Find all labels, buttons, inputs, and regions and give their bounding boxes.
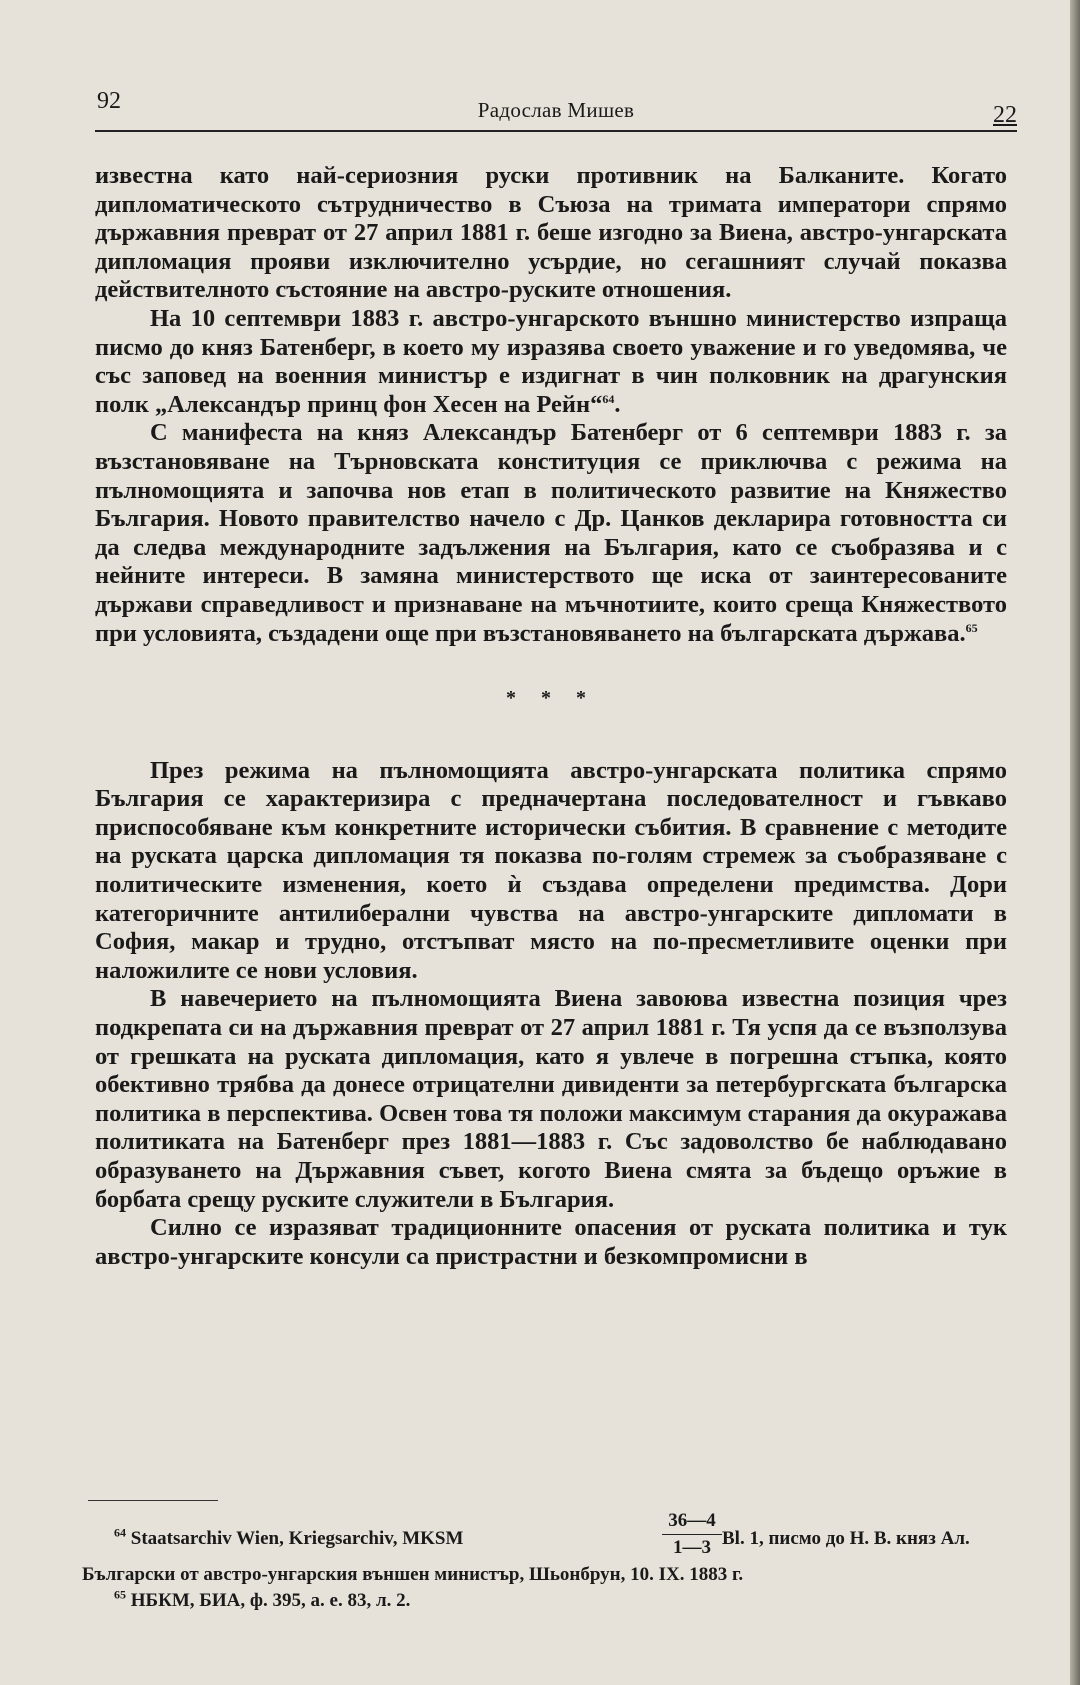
paragraph-4: През режима на пълномощията австро-унгарската политика спрямо България се характеризира с предначертана последователност и гъвкаво приспособяване към конкретните исторически събития. В сравнение с методите на руската царска дипломация тя показва по-голям стремеж за съобразяване с политическите изменения, което ѝ създава определени предимства. Дори категоричните антилиберални чувства на австро-унгарските дипломати в София, макар и трудно, отстъпват място на по-пресметливите оценки при наложилите се нови условия. bbox=[95, 756, 1007, 984]
fraction-denominator: 1—3 bbox=[673, 1537, 711, 1558]
page-number-left: 92 bbox=[97, 88, 121, 114]
body-text bbox=[95, 162, 1007, 1271]
footnote-64 bbox=[82, 1508, 1017, 1562]
paragraph-5: В навечерието на пълномощията Виена завоюва известна позиция чрез подкрепата си на държавния преврат от 27 април 1881 г. Тя успя да се възползува от грешката на руската дипломация, като я увлече в погрешна стъпка, която обективно трябва да донесе отрицателни дивиденти за петербургската българска политика в перспектива. Освен това тя положи максимум старания да окуражава политиката на Батенберг през 1881—1883 г. Със задоволство бе наблюдавано образуването на Държавния съвет, когото Виена смята за бъдещо оръжие в борбата срещу руските служители в България. bbox=[95, 985, 1007, 1213]
page-edge-shadow bbox=[1070, 0, 1080, 1685]
paragraph-2 bbox=[95, 305, 1007, 419]
footnote-64-source: Staatsarchiv Wien, Kriegsarchiv, MKSM bbox=[130, 1528, 464, 1549]
footnote-64-continuation: Български от австро-унгарския външен министър, Шьонбрун, 10. IX. 1883 г. bbox=[82, 1564, 744, 1585]
footnote-rule bbox=[88, 1500, 218, 1501]
paragraph-2-text: На 10 септември 1883 г. австро-унгарското външно министерство изпраща писмо до княз Батенберг, в което му изразява своето уважение и го уведомява, че със заповед на военния министър е издигнат в чин полковник на драгунския полк „Александър принц фон Хесен на Рейн“ bbox=[95, 304, 1007, 418]
section-separator: * * * bbox=[506, 687, 596, 710]
paragraph-6: Силно се изразяват традиционните опасения от руската политика и тук австро-унгарските консули са пристрастни и безкомпромисни в bbox=[95, 1214, 1007, 1270]
footnote-ref-64: 64 bbox=[602, 391, 615, 406]
footnote-65 bbox=[82, 1588, 1017, 1614]
page-header bbox=[95, 88, 1017, 128]
paragraph-3 bbox=[95, 419, 1007, 648]
footnote-65-text: НБКМ, БИА, ф. 395, а. е. 83, л. 2. bbox=[130, 1590, 411, 1611]
page-number-right: 22 bbox=[993, 102, 1017, 128]
footnotes bbox=[82, 1508, 1017, 1614]
paragraph-2-end: . bbox=[614, 390, 621, 418]
footnote-ref-65: 65 bbox=[965, 620, 978, 635]
paragraph-3-text: С манифеста на княз Александър Батенберг от 6 септември 1883 г. за възстановяване на Търновската конституция се приключва с режима на пълномощията и започва нов етап в политическото развитие на Княжество България. Новото правителство начело с Др. Цанков декларира готовността си да следва международните задължения на България, като се съобразява и с нейните интереси. В замяна министерството ще иска от заинтересованите държави справедливост и признаване на мъчнотиите, които среща Княжеството при условията, създадени още при възстановяването на българската държава. bbox=[95, 419, 1007, 647]
fraction-numerator: 36—4 bbox=[662, 1508, 722, 1535]
running-head: Радослав Мишев bbox=[477, 98, 635, 122]
paragraph-1: известна като най-сериозния руски противник на Балканите. Когато дипломатическото сътрудничество в Съюза на тримата императори спрямо държавния преврат от 27 април 1881 г. беше изгодно за Виена, австро-унгарската дипломация прояви изключително усърдие, но сегашният случай показва действителното състояние на австро-руските отношения. bbox=[95, 162, 1007, 304]
footnote-64-number: 64 bbox=[114, 1525, 126, 1540]
footnote-64-fraction bbox=[662, 1508, 722, 1561]
footnote-65-number: 65 bbox=[114, 1587, 126, 1602]
footnote-64-detail: Bl. 1, писмо до Н. В. княз Ал. bbox=[722, 1528, 970, 1549]
header-rule bbox=[95, 130, 1017, 132]
